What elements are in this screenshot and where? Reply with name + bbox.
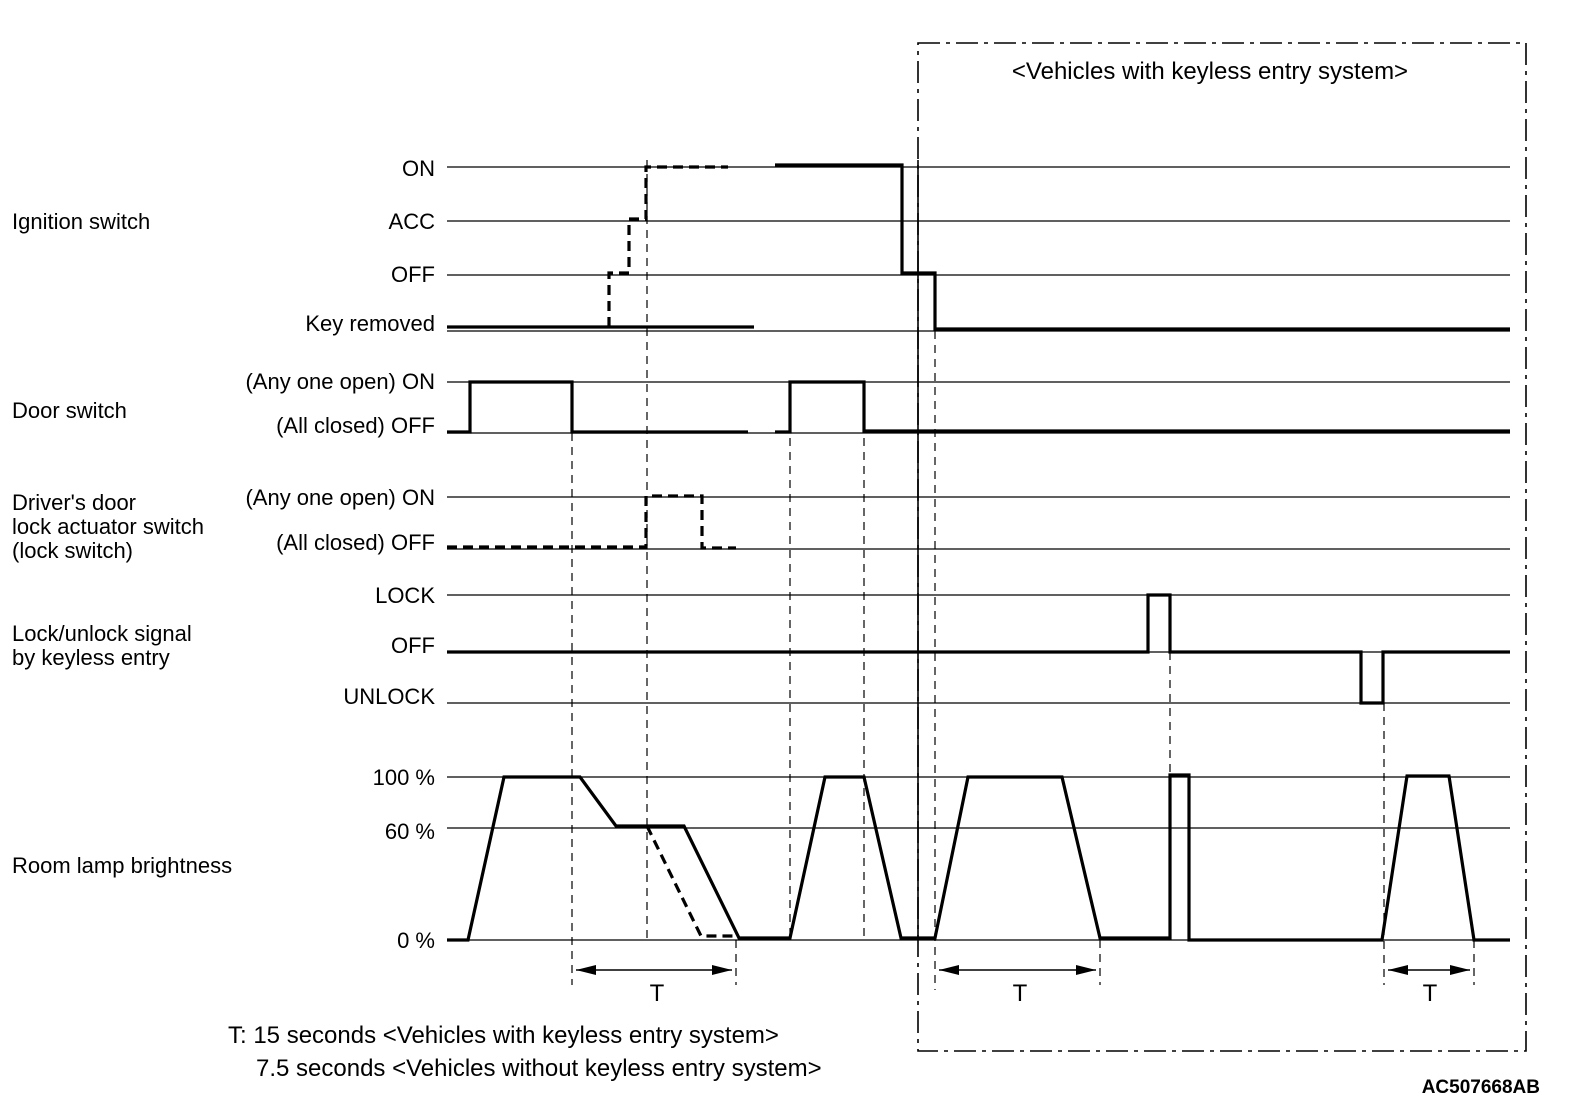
level-keyless-unlock: UNLOCK	[343, 684, 435, 709]
level-keyless-lock: LOCK	[375, 583, 435, 608]
signal-name-room-lamp: Room lamp brightness	[12, 853, 233, 878]
timing-guides	[572, 160, 1474, 990]
footnote-line-2: 7.5 seconds <Vehicles without keyless entry system>	[256, 1055, 822, 1082]
level-lockact-on: (Any one open) ON	[245, 485, 435, 510]
signal-name-door-switch: Door switch	[12, 398, 127, 423]
level-ign-off: OFF	[391, 262, 435, 287]
ignition-dashed-trace	[609, 167, 728, 327]
level-lamp-100: 100 %	[372, 765, 435, 790]
signal-name-keyless-1: Lock/unlock signal	[12, 621, 192, 646]
interval-label-2: T	[1012, 980, 1028, 1007]
level-lamp-60: 60 %	[384, 819, 435, 844]
interval-label-3: T	[1422, 980, 1438, 1007]
level-keyless-off: OFF	[391, 633, 435, 658]
level-lockact-off: (All closed) OFF	[276, 530, 435, 555]
keyless-entry-region	[918, 43, 1526, 1051]
level-ign-on: ON	[402, 156, 435, 181]
level-door-off: (All closed) OFF	[276, 413, 435, 438]
level-ign-acc: ACC	[388, 209, 435, 234]
level-door-on: (Any one open) ON	[245, 369, 435, 394]
signal-name-lock-actuator-3: (lock switch)	[12, 538, 134, 563]
figure-id: AC507668AB	[1421, 1077, 1540, 1098]
reference-lines	[447, 167, 1510, 940]
signal-name-keyless-2: by keyless entry	[12, 645, 170, 670]
door-switch-trace-2	[775, 382, 1510, 432]
level-lamp-0: 0 %	[397, 928, 435, 953]
door-switch-trace-1	[447, 382, 748, 432]
signal-name-lock-actuator-2: lock actuator switch	[12, 514, 204, 539]
lock-actuator-trace	[447, 496, 736, 548]
ignition-solid-trace	[775, 165, 1510, 329]
keyless-signal-trace	[447, 595, 1510, 703]
signal-name-lock-actuator-1: Driver's door	[12, 490, 137, 515]
level-ign-key-removed: Key removed	[305, 311, 435, 336]
signal-name-ignition: Ignition switch	[12, 209, 151, 234]
footnote-line-1: T: 15 seconds <Vehicles with keyless entry system>	[228, 1022, 779, 1049]
room-lamp-trace	[447, 775, 1510, 940]
interval-label-1: T	[649, 980, 665, 1007]
keyless-box-title: <Vehicles with keyless entry system>	[1011, 58, 1409, 85]
